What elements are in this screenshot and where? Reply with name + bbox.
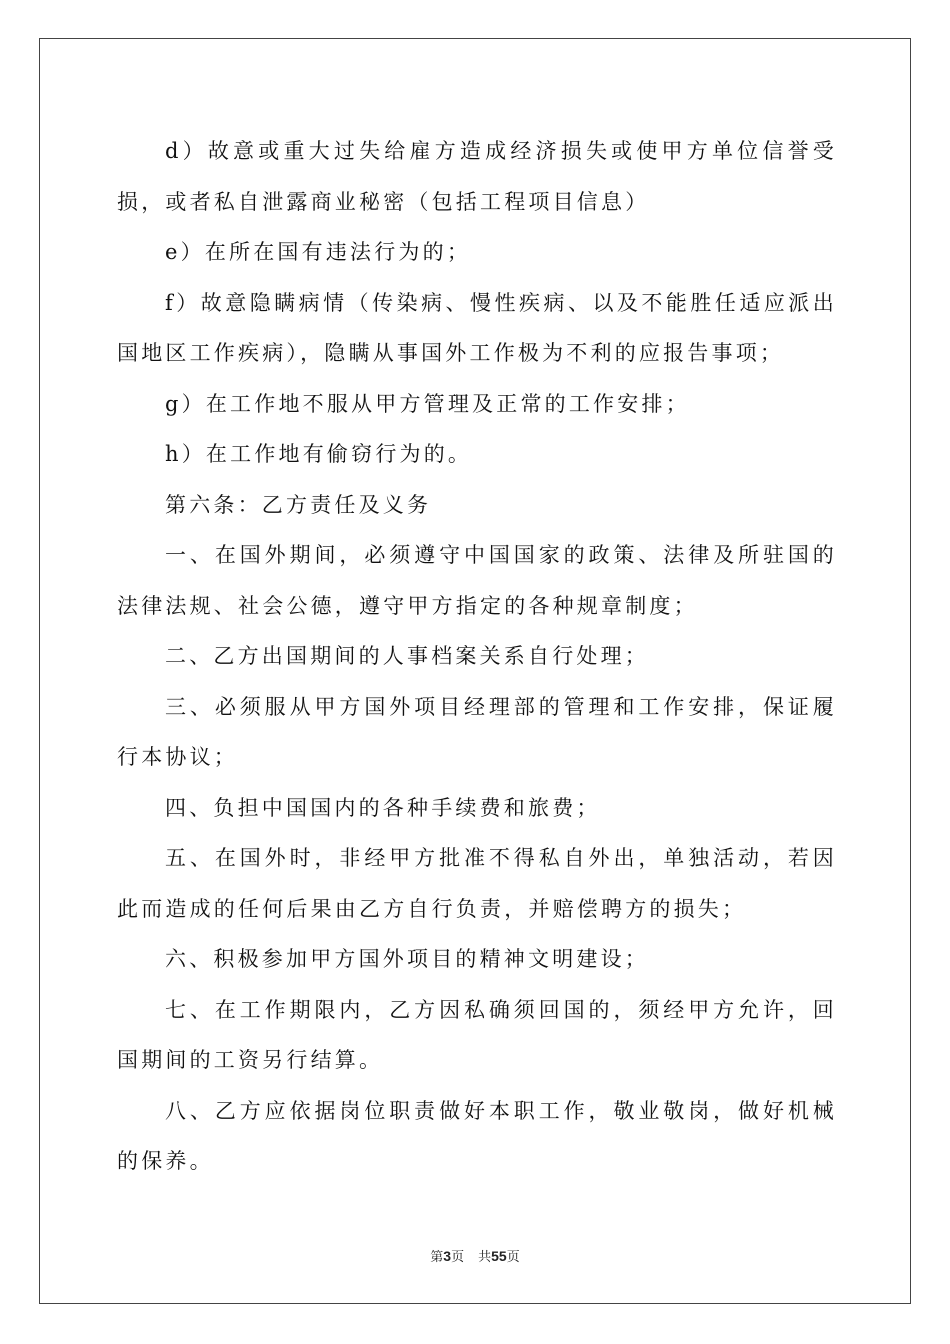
paragraph-item-2: 二、乙方出国期间的人事档案关系自行处理； (165, 644, 649, 668)
paragraph-f: f）故意隐瞒病情（传染病、慢性疾病、以及不能胜任适应派出国地区工作疾病），隐瞒从事国外工作极为不利的应报告事项； (117, 290, 837, 365)
page-total: 55 (491, 1248, 507, 1264)
total-prefix: 共 (478, 1250, 492, 1265)
paragraph-g: g）在工作地不服从甲方管理及正常的工作安排； (165, 391, 690, 416)
paragraph-item-4: 四、负担中国国内的各种手续费和旅费； (165, 795, 601, 820)
page-footer (0, 1246, 950, 1268)
paragraph-item-8: 八、乙方应依据岗位职责做好本职工作，敬业敬岗，做好机械的保养。 (117, 1098, 837, 1173)
document-body (117, 126, 837, 1187)
page-current: 3 (443, 1248, 452, 1264)
page-prefix: 第 (430, 1250, 444, 1265)
paragraph-item-5: 五、在国外时，非经甲方批准不得私自外出，单独活动，若因此而造成的任何后果由乙方自行负责，并赔偿聘方的损失； (117, 846, 837, 921)
paragraph-item-3: 三、必须服从甲方国外项目经理部的管理和工作安排，保证履行本协议； (117, 694, 837, 769)
paragraph-item-1: 一、在国外期间，必须遵守中国国家的政策、法律及所驻国的法律法规、社会公德，遵守甲方指定的各种规章制度； (117, 543, 837, 618)
paragraph-item-7: 七、在工作期限内，乙方因私确须回国的，须经甲方允许，回国期间的工资另行结算。 (117, 997, 837, 1072)
paragraph-h: h）在工作地有偷窃行为的。 (165, 442, 473, 466)
total-suffix: 页 (506, 1250, 520, 1265)
paragraph-d: d）故意或重大过失给雇方造成经济损失或使甲方单位信誉受损，或者私自泄露商业秘密（包括工程项目信息） (117, 139, 837, 214)
paragraph-item-6: 六、积极参加甲方国外项目的精神文明建设； (165, 947, 649, 971)
section-heading-article-6: 第六条：乙方责任及义务 (165, 492, 432, 517)
paragraph-e: e）在所在国有违法行为的； (165, 240, 472, 264)
page-suffix: 页 (451, 1250, 465, 1265)
